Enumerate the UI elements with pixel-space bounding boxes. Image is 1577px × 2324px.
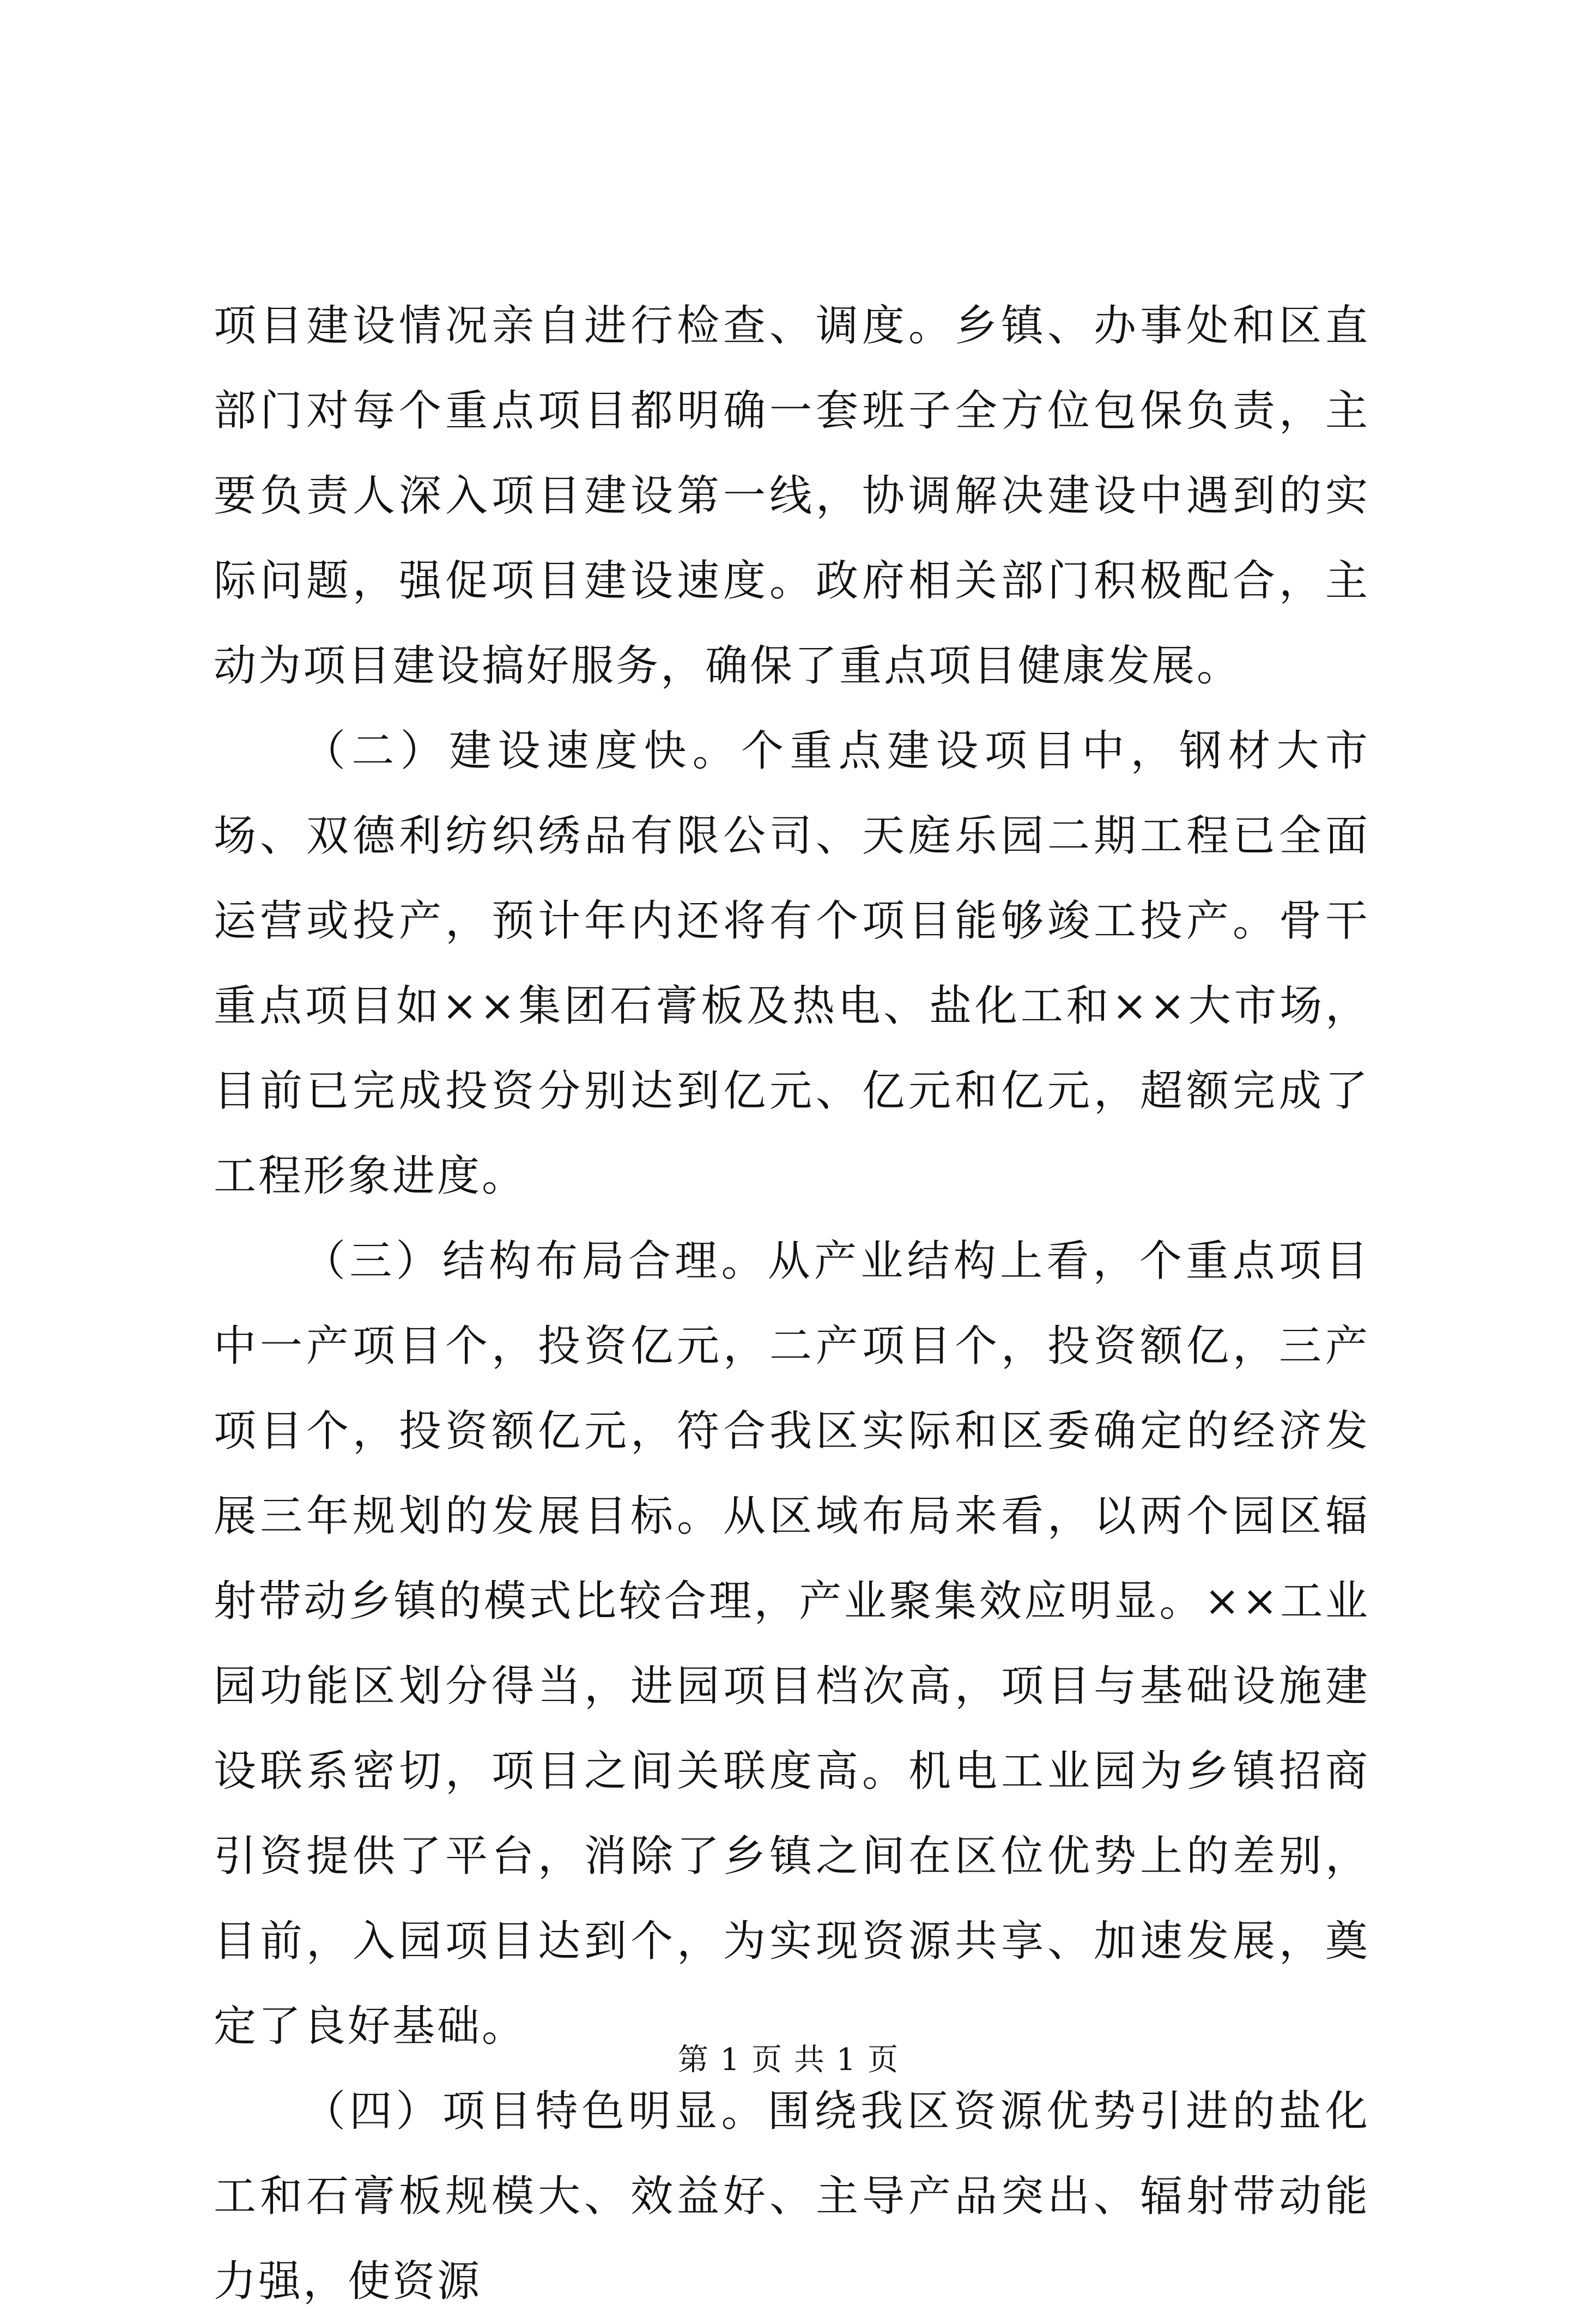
page-number-label: 第 1 页 共 1 页 xyxy=(677,2042,900,2078)
paragraph-4: （四）项目特色明显。围绕我区资源优势引进的盐化工和石膏板规模大、效益好、主导产品突出、辐射带动能力强，使资源 xyxy=(214,2087,1370,2306)
page-footer xyxy=(0,2038,1577,2082)
paragraph-3: （三）结构布局合理。从产业结构上看，个重点项目中一产项目个，投资亿元，二产项目个，投资额亿，三产项目个，投资额亿元，符合我区实际和区委确定的经济发展三年规划的发展目标。从区域布局来看，以两个园区辐射带动乡镇的模式比较合理，产业聚集效应明显。××工业园功能区划分得当，进园项目档次高，项目与基础设施建设联系密切，项目之间关联度高。机电工业园为乡镇招商引资提供了平台，消除了乡镇之间在区位优势上的差别，目前，入园项目达到个，为实现资源共享、加速发展，奠定了良好基础。 xyxy=(214,1237,1370,2051)
document-body xyxy=(214,283,1370,2324)
paragraph-2: （二）建设速度快。个重点建设项目中，钢材大市场、双德利纺织绣品有限公司、天庭乐园二期工程已全面运营或投产，预计年内还将有个项目能够竣工投产。骨干重点项目如××集团石膏板及热电、盐化工和××大市场，目前已完成投资分别达到亿元、亿元和亿元，超额完成了工程形象进度。 xyxy=(214,727,1370,1201)
paragraph-1: 项目建设情况亲自进行检查、调度。乡镇、办事处和区直部门对每个重点项目都明确一套班子全方位包保负责，主要负责人深入项目建设第一线，协调解决建设中遇到的实际问题，强促项目建设速度。政府相关部门积极配合，主动为项目建设搞好服务，确保了重点项目健康发展。 xyxy=(214,301,1370,691)
